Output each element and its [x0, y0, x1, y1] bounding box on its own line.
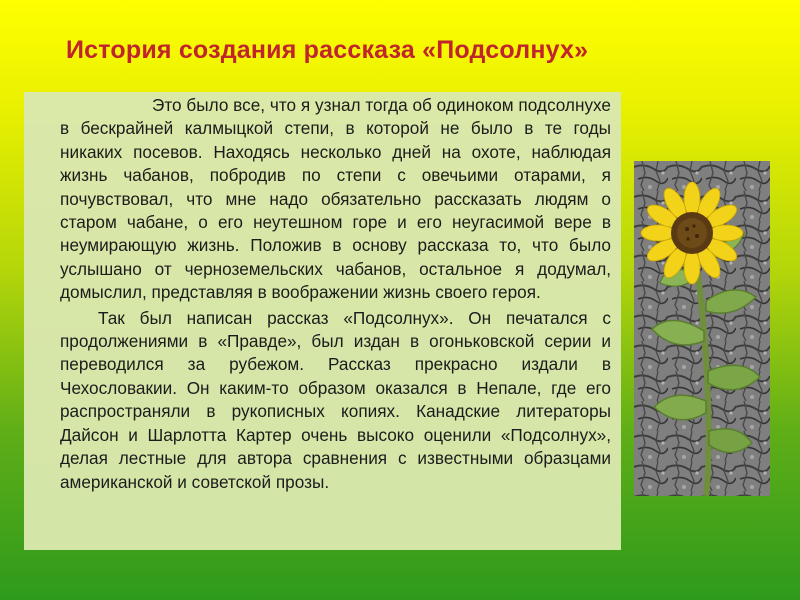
- paragraph-1: Это было все, что я узнал тогда об одиноком подсолнухе в бескрайней калмыцкой степи, в которой не было в те годы никаких посевов. Находясь несколько дней на охоте, наблюдая жизнь чабанов, побродив по степи с овечьими отарами, я почувствовал, что мне надо обязательно рассказать людям о старом чабане, о его неутешном горе и его неугасимой вере в неумирающую жизнь. Положив в основу рассказа то, что было услышано от черноземельских чабанов, остальное я додумал, домыслил, представляя в воображении жизнь своего героя.: [60, 95, 611, 303]
- sunflower-image: [634, 161, 770, 496]
- slide-title: История создания рассказа «Подсолнух»: [66, 36, 589, 64]
- sunflower-icon: [634, 161, 770, 496]
- story-text: [60, 94, 611, 494]
- paragraph-2: Так был написан рассказ «Подсолнух». Он печатался с продолжениями в «Правде», был издан в огоньковской серии и переводился за рубежом. Рассказ прекрасно издали в Чехословакии. Он каким-то образом оказался в Непале, где его распространяли в рукописных копиях. Канадские литераторы Дайсон и Шарлотта Картер очень высоко оценили «Подсолнух», делая лестные для автора сравнения с известными образцами американской и советской прозы.: [60, 307, 611, 492]
- footer-text-cropped: [128, 586, 688, 600]
